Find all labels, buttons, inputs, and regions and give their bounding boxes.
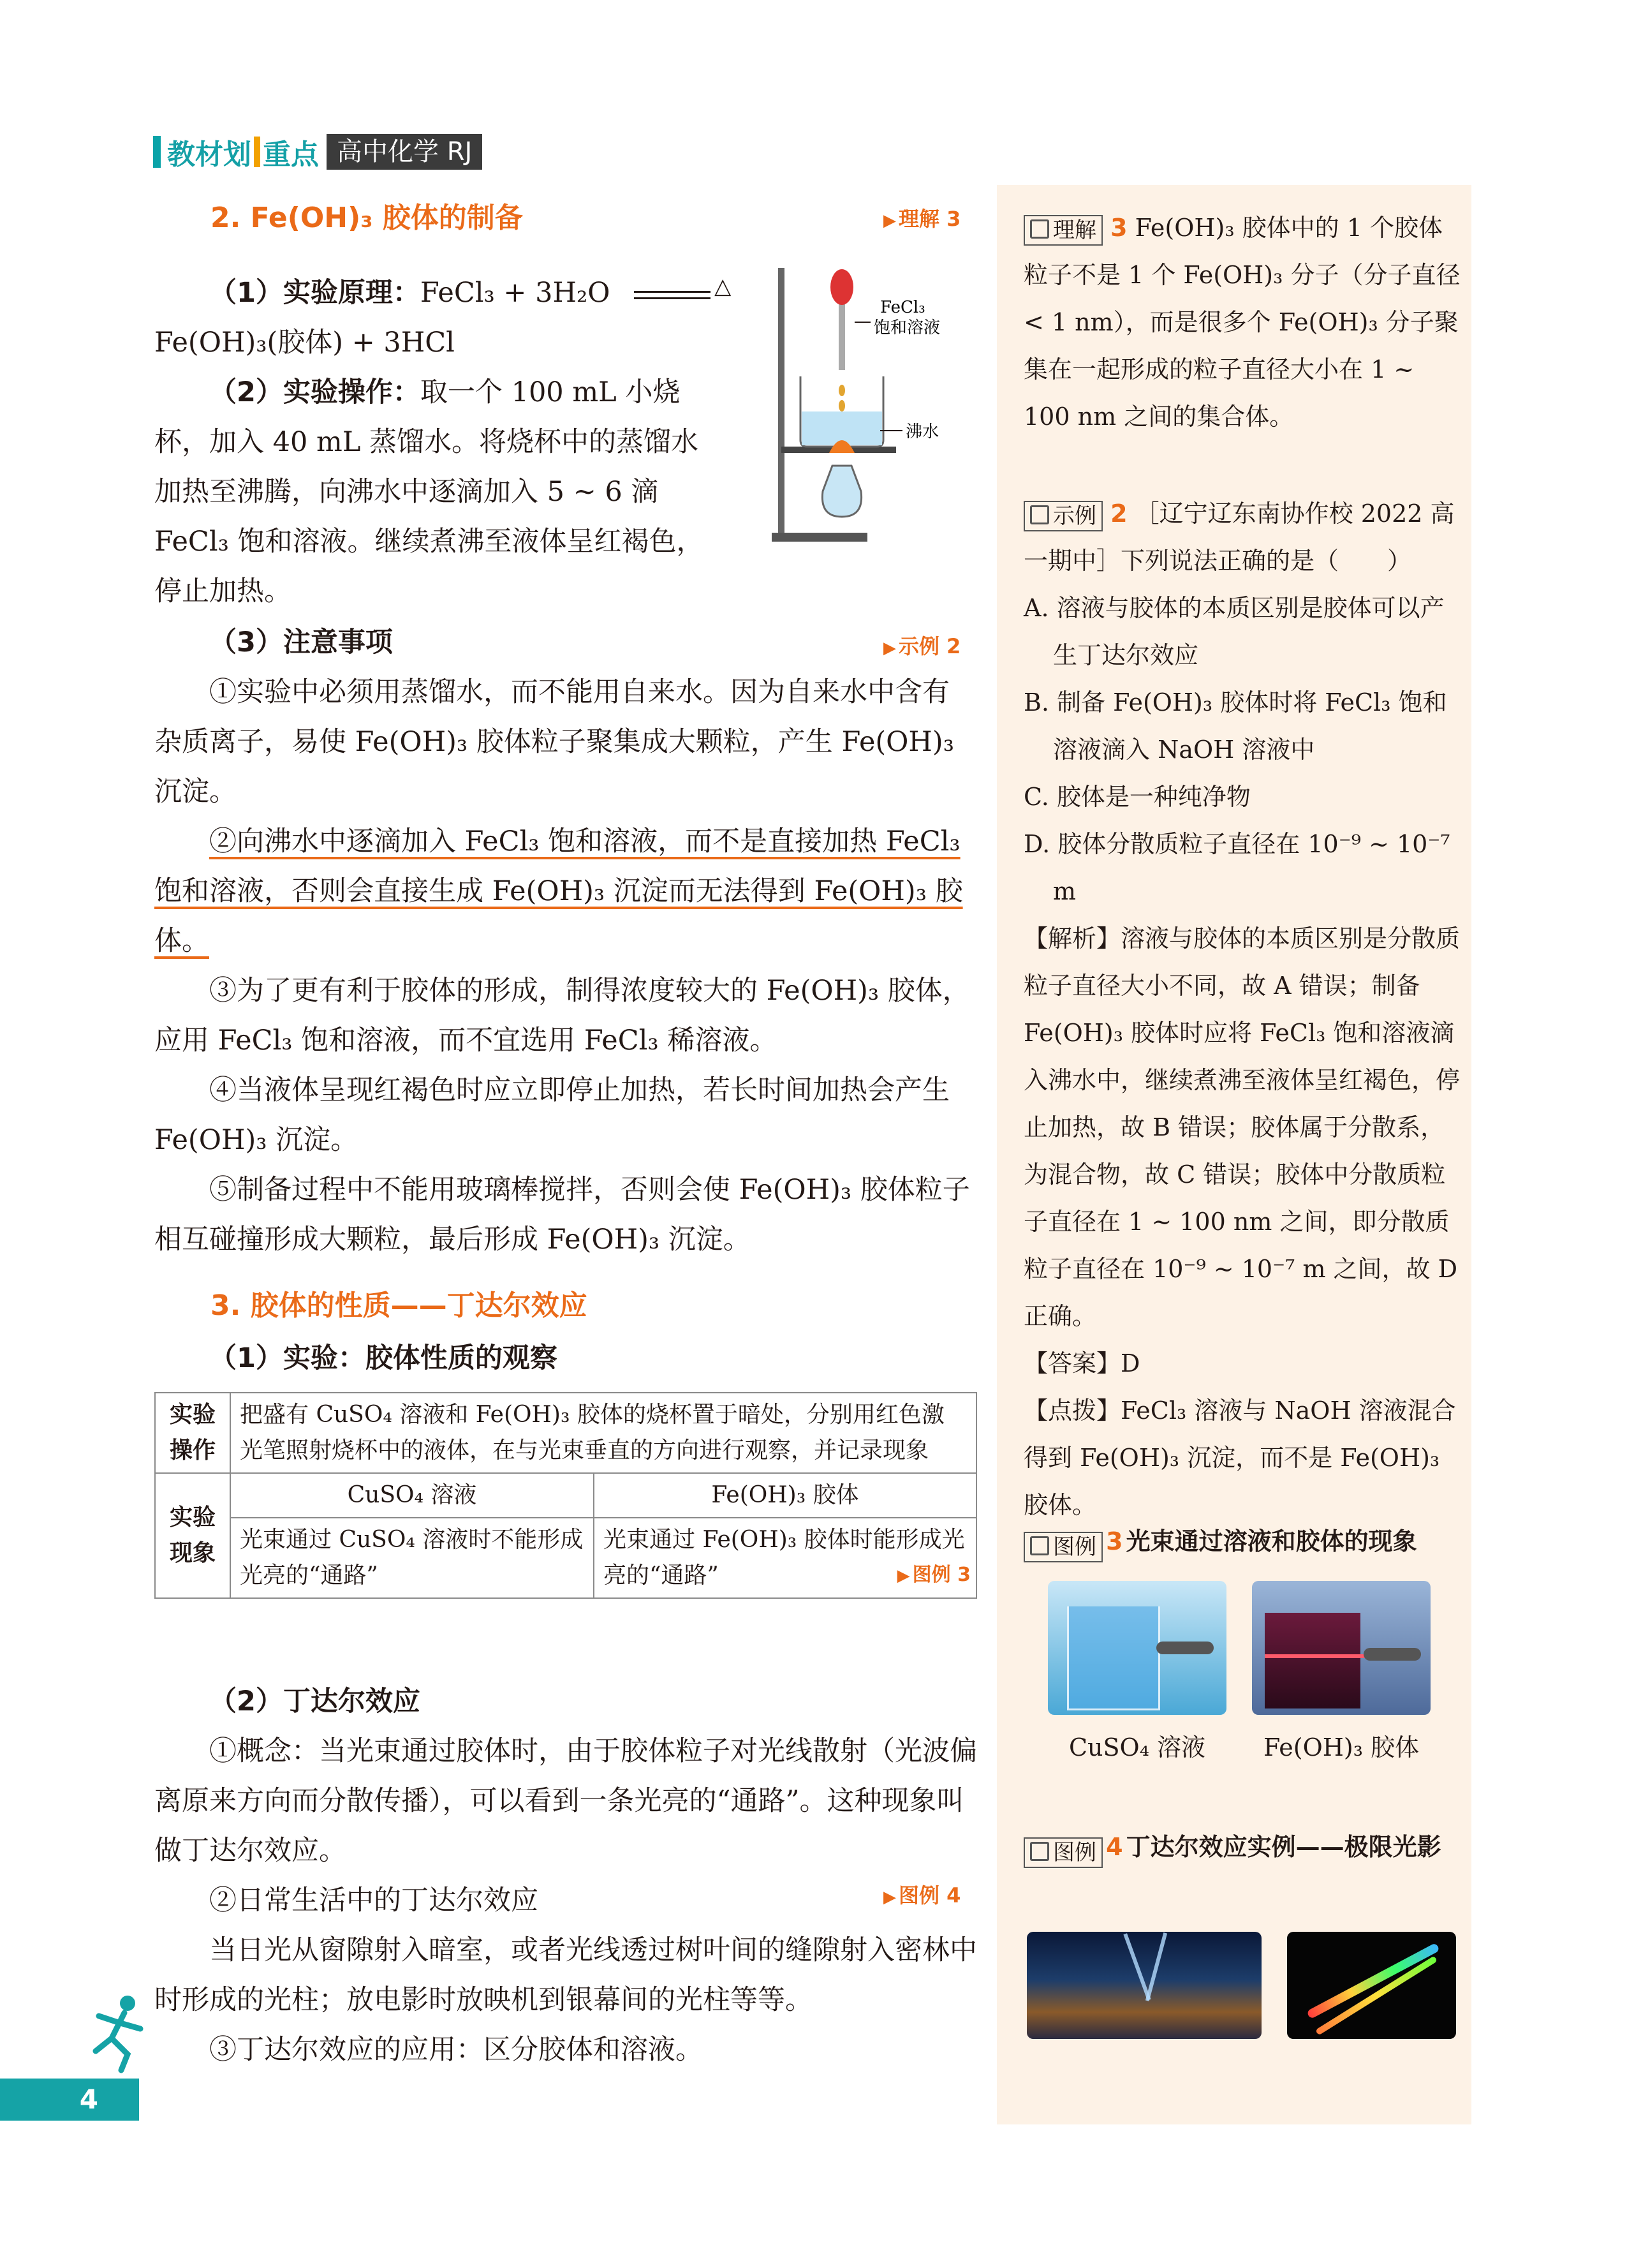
light-streak: [1306, 1943, 1440, 2019]
colloid-beaker: [1265, 1613, 1360, 1708]
dropper-bulb: [830, 269, 853, 305]
figure-4-number: 4: [1106, 1833, 1123, 1861]
apparatus-figure: [759, 262, 989, 555]
figure-4-header: [1024, 1823, 1470, 1876]
laser-pointer: [1364, 1648, 1421, 1661]
tip: 【点拨】FeCl₃ 溶液与 NaOH 溶液混合得到 Fe(OH)₃ 沉淀，而不是 Fe(OH)₃ 胶体。: [1024, 1397, 1456, 1519]
operation-text: 取一个 100 mL 小烧杯，加入 40 mL 蒸馏水。将烧杯中的蒸馏水加热至沸腾，向沸水中逐滴加入 5 ~ 6 滴 FeCl₃ 饱和溶液。继续煮沸至液体呈红褐色，停止加热。: [154, 376, 704, 607]
analysis: 【解析】溶液与胶体的本质区别是分散质粒子直径大小不同，故 A 错误；制备 Fe(OH)₃ 胶体时应将 FeCl₃ 饱和溶液滴入沸水中，继续煮沸至液体呈红褐色，停止加热，故 B 错误；胶体属于分散系，为混合物，故 C 错误；胶体中分散质粒子直径在 1 ~ 100 nm 之间，即分散质粒子直径在 10⁻⁹ ~ 10⁻⁷ m 之间，故 D 正确。: [1024, 924, 1461, 1330]
option-c: C. 胶体是一种纯净物: [1024, 783, 1251, 811]
tyndall-concept: ①概念：当光束通过胶体时，由于胶体粒子对光线散射（光波偏离原来方向而分散传播），可以看到一条光亮的“通路”。这种现象叫做丁达尔效应。: [154, 1735, 977, 1867]
notes-ref: ▶ 示例 2: [883, 630, 961, 660]
table-result-colloid-cell: [594, 1518, 976, 1598]
header-brand-b: 重点: [263, 138, 319, 171]
figure-3-tag: 图例: [1024, 1532, 1103, 1562]
sidebar-understand: [1024, 204, 1461, 440]
daily-ref: ▶ 图例 4: [883, 1879, 961, 1909]
table-ref: ▶ 图例 3: [897, 1557, 971, 1594]
table-result-solution: 光束通过 CuSO₄ 溶液时不能形成光亮的“通路”: [230, 1518, 594, 1598]
stand-rod: [778, 268, 784, 536]
page-header: [153, 133, 482, 171]
tag-icon: [1030, 505, 1049, 524]
principle-equation: FeCl₃ + 3H₂O: [420, 277, 610, 309]
example-tag: 示例: [1024, 501, 1103, 531]
note-3: ③为了更有利于胶体的形成，制得浓度较大的 Fe(OH)₃ 胶体，应用 FeCl₃ 饱和溶液，而不宜选用 FeCl₃ 稀溶液。: [154, 975, 970, 1056]
understand-text: Fe(OH)₃ 胶体中的 1 个胶体粒子不是 1 个 Fe(OH)₃ 分子（分子直径 < 1 nm），而是很多个 Fe(OH)₃ 分子聚集在一起形成的粒子直径大小在 1 ~ 100 nm 之间的集合体。: [1024, 214, 1461, 431]
note-1: ①实验中必须用蒸馏水，而不能用自来水。因为自来水中含有杂质离子，易使 Fe(OH)₃ 胶体粒子聚集成大颗粒，产生 Fe(OH)₃ 沉淀。: [154, 676, 954, 808]
principle-paragraph: [154, 268, 732, 616]
table-head-operation: 实验操作: [155, 1393, 230, 1473]
option-b: B. 制备 Fe(OH)₃ 胶体时将 FeCl₃ 饱和溶液滴入 NaOH 溶液中: [1024, 688, 1447, 764]
stadium-light-photo: [1027, 1932, 1262, 2039]
header-brand-a: 教材划: [167, 138, 251, 171]
figure-3-header: [1024, 1522, 1470, 1562]
experiment-subtitle: （1）实验：胶体性质的观察: [209, 1342, 557, 1374]
section-2-ref: ▶ 理解 3: [883, 203, 961, 232]
note-5: ⑤制备过程中不能用玻璃棒搅拌，否则会使 Fe(OH)₃ 胶体粒子相互碰撞形成大颗粒，最后形成 Fe(OH)₃ 沉淀。: [154, 1174, 970, 1256]
laser-pointer: [1156, 1642, 1214, 1654]
cuso4-photo: [1048, 1581, 1226, 1715]
section-2-title: 2. Fe(OH)₃ 胶体的制备: [210, 202, 523, 234]
stand-base: [772, 533, 867, 542]
figure-3-title: 光束通过溶液和胶体的现象: [1126, 1527, 1417, 1555]
drop: [839, 385, 845, 396]
colloid-photo: [1252, 1581, 1431, 1715]
note-4: ④当液体呈现红褐色时应立即停止加热，若长时间加热会产生 Fe(OH)₃ 沉淀。: [154, 1074, 950, 1156]
understand-number: 3: [1110, 214, 1128, 242]
caption-cuso4: CuSO₄ 溶液: [1068, 1733, 1206, 1761]
equilibrium-arrow: [634, 273, 732, 299]
table-head-phenomenon: 实验现象: [155, 1473, 230, 1598]
tyndall-daily-text: 当日光从窗隙射入暗室，或者光线透过树叶间的缝隙射入密林中时形成的光柱；放电影时放映机到银幕间的光柱等等。: [154, 1934, 977, 2016]
tyndall-block: [154, 1677, 977, 2075]
fig-label-fecl3: FeCl₃: [880, 298, 925, 317]
fig-label-water: 沸水: [906, 422, 939, 441]
light-streak-photo: [1287, 1932, 1456, 2039]
header-separator: [254, 137, 260, 167]
table-result-colloid: 光束通过 Fe(OH)₃ 胶体时能形成光亮的“通路”: [603, 1527, 965, 1589]
note-2: ②向沸水中逐滴加入 FeCl₃ 饱和溶液，而不是直接加热 FeCl₃ 饱和溶液，否则会直接生成 Fe(OH)₃ 沉淀而无法得到 Fe(OH)₃ 胶体。: [154, 826, 963, 957]
sidebar-example: [1024, 490, 1461, 1529]
drop: [839, 400, 845, 411]
light-path: [1265, 1654, 1367, 1658]
table-col-colloid: Fe(OH)₃ 胶体: [594, 1473, 976, 1518]
answer: 【答案】D: [1024, 1349, 1140, 1377]
caption-colloid: Fe(OH)₃ 胶体: [1263, 1733, 1420, 1761]
light-streak: [1315, 1955, 1438, 2035]
tag-icon: [1030, 1842, 1049, 1861]
runner-icon: [83, 1990, 159, 2073]
principle-label: （1）实验原理：: [209, 277, 420, 309]
light-beam: [1123, 1933, 1151, 2000]
beaker-shape: [1067, 1606, 1160, 1710]
operation-label: （2）实验操作：: [209, 376, 420, 408]
option-d: D. 胶体分散质粒子直径在 10⁻⁹ ~ 10⁻⁷ m: [1024, 830, 1450, 905]
heat-symbol: △: [714, 273, 732, 299]
notes-block: [154, 618, 971, 1264]
principle-product: Fe(OH)₃(胶体) + 3HCl: [154, 327, 455, 359]
option-a: A. 溶液与胶体的本质区别是胶体可以产生丁达尔效应: [1024, 594, 1445, 669]
experiment-table: [154, 1392, 977, 1599]
example-question: ［辽宁辽东南协作校 2022 高一期中］下列说法正确的是（ ）: [1024, 500, 1455, 575]
tag-icon: [1030, 219, 1049, 239]
header-subject: 高中化学 RJ: [327, 134, 482, 170]
figure-3-number: 3: [1106, 1527, 1123, 1555]
tyndall-daily-title: ②日常生活中的丁达尔效应: [209, 1885, 538, 1916]
tyndall-application: ③丁达尔效应的应用：区分胶体和溶液。: [209, 2034, 703, 2066]
figure-4-title: 丁达尔效应实例——极限光影: [1126, 1833, 1441, 1861]
header-accent-bar: [153, 136, 161, 168]
example-number: 2: [1110, 500, 1128, 528]
notes-label: （3）注意事项: [209, 626, 393, 658]
understand-tag: 理解: [1024, 215, 1103, 246]
fig-label-saturated: 饱和溶液: [874, 318, 941, 337]
table-col-solution: CuSO₄ 溶液: [230, 1473, 594, 1518]
tag-icon: [1030, 1536, 1049, 1555]
figure-4-tag: 图例: [1024, 1837, 1103, 1868]
page-number: 4: [0, 2079, 139, 2121]
section-3-title: 3. 胶体的性质——丁达尔效应: [210, 1289, 587, 1322]
table-operation-text: 把盛有 CuSO₄ 溶液和 Fe(OH)₃ 胶体的烧杯置于暗处，分别用红色激光笔照射烧杯中的液体，在与光束垂直的方向进行观察，并记录现象: [230, 1393, 976, 1473]
light-beam: [1145, 1932, 1167, 2001]
alcohol-lamp: [822, 466, 861, 517]
tyndall-subtitle: （2）丁达尔效应: [209, 1686, 420, 1717]
